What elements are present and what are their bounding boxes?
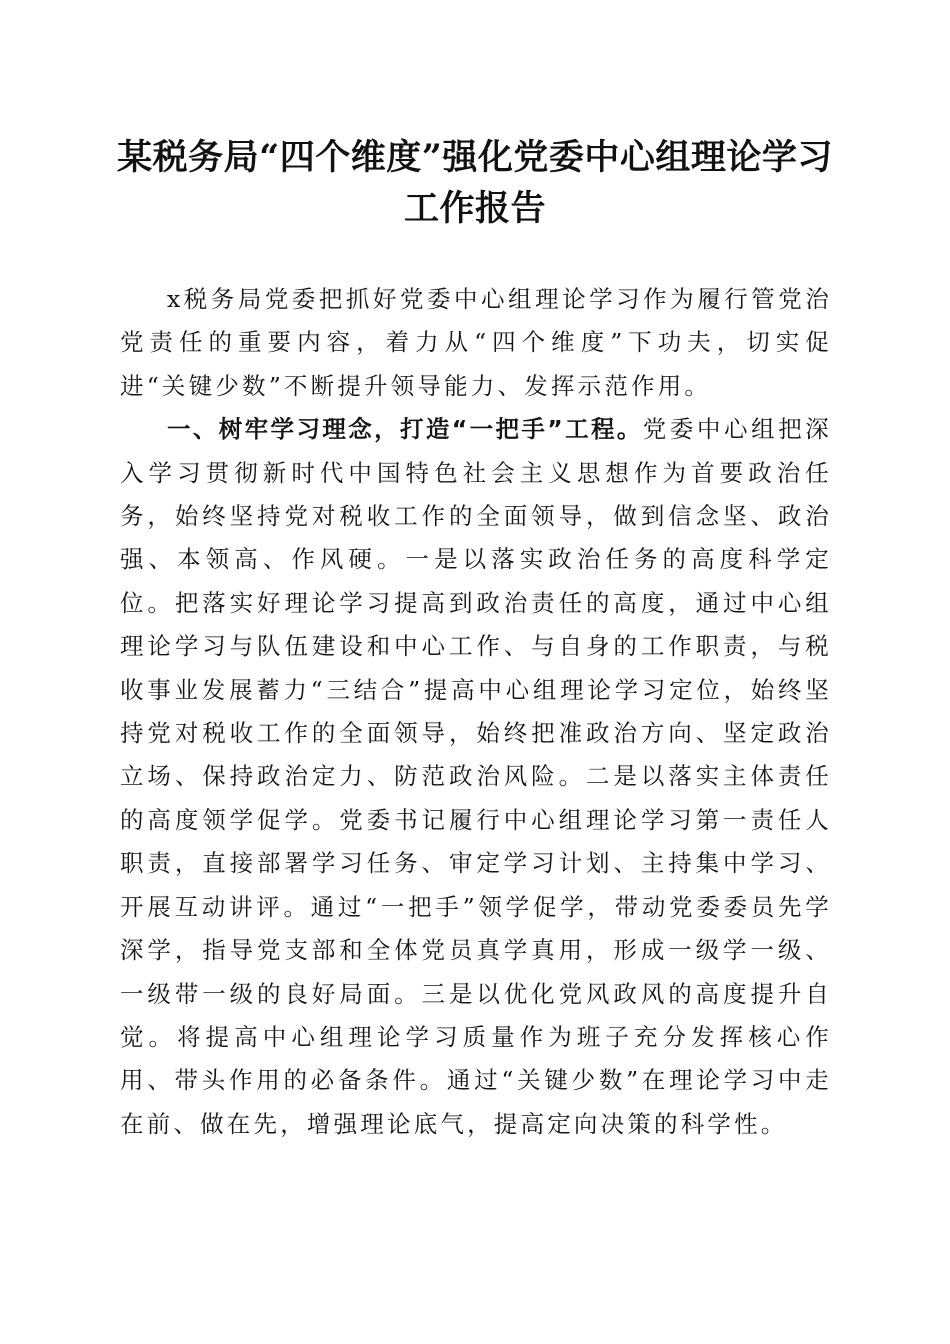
section-1-body: 党委中心组把深入学习贯彻新时代中国特色社会主义思想作为首要政治任务，始终坚持党对税收工作的全面领导，做到信念坚、政治强、本领高、作风硬。一是以落实政治任务的高度科学定位。把落实好理论学习提高到政治责任的高度，通过中心组理论学习与队伍建设和中心工作、与自身的工作职责，与税收事业发展蓄力“三结合”提高中心组理论学习定位，始终坚持党对税收工作的全面领导，始终把准政治方向、坚定政治立场、保持政治定力、防范政治风险。二是以落实主体责任的高度领学促学。党委书记履行中心组理论学习第一责任人职责，直接部署学习任务、审定学习计划、主持集中学习、开展互动讲评。通过“一把手”领学促学，带动党委委员先学深学，指导党支部和全体党员真学真用，形成一级学一级、一级带一级的良好局面。三是以优化党风政风的高度提升自觉。将提高中心组理论学习质量作为班子充分发挥核心作用、带头作用的必备条件。通过“关键少数”在理论学习中走在前、做在先，增强理论底气，提高定向决策的科学性。 (120, 415, 832, 1138)
section-1-heading: 一、树牢学习理念，打造“一把手”工程。 (167, 415, 643, 444)
section-1-paragraph (120, 408, 832, 1146)
document-body (120, 278, 832, 1146)
intro-paragraph: x税务局党委把抓好党委中心组理论学习作为履行管党治党责任的重要内容，着力从“四个维度”下功夫，切实促进“关键少数”不断提升领导能力、发挥示范作用。 (120, 285, 832, 400)
document-title: 某税务局“四个维度”强化党委中心组理论学习工作报告 (117, 137, 833, 229)
